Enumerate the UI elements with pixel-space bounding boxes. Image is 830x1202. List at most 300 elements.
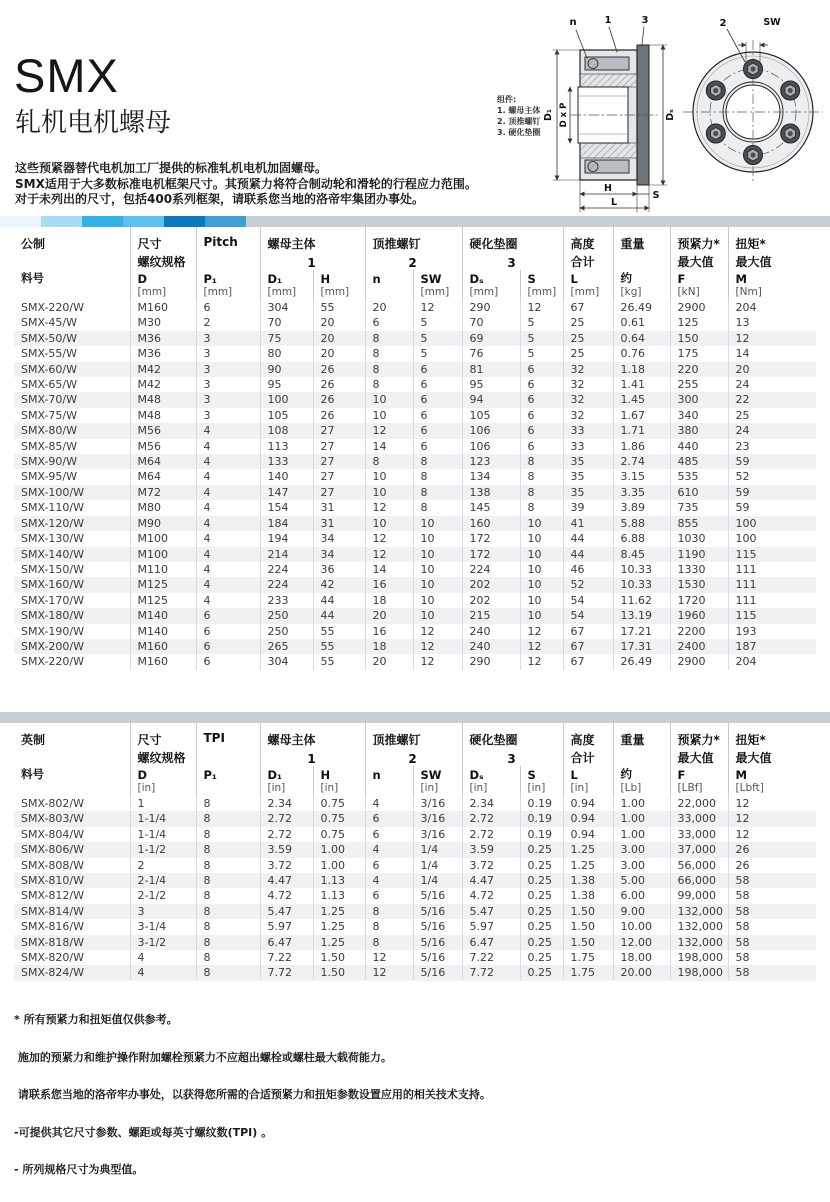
value-cell: M90 bbox=[130, 516, 196, 531]
column-group-label: 顶推螺钉 bbox=[365, 227, 462, 253]
value-cell: 20 bbox=[728, 362, 816, 377]
part-number-cell: SMX-806/W bbox=[21, 843, 85, 857]
value-cell: M30 bbox=[130, 315, 196, 330]
table-row bbox=[14, 516, 816, 531]
value-cell: 8 bbox=[365, 904, 413, 919]
value-cell: 55 bbox=[313, 654, 365, 669]
value-cell: 5/16 bbox=[413, 888, 462, 903]
table-row bbox=[14, 547, 816, 562]
value-cell: 172 bbox=[462, 547, 520, 562]
value-cell: 8 bbox=[196, 950, 260, 965]
value-cell: 5 bbox=[520, 315, 563, 330]
column-symbol-label: F bbox=[670, 270, 728, 286]
footnote-line: 施加的预紧力和维护操作附加螺栓预紧力不应超出螺栓或螺柱最大载荷能力。 bbox=[14, 1050, 392, 1064]
column-unit-label: [in] bbox=[520, 782, 563, 796]
value-cell: M160 bbox=[130, 654, 196, 669]
value-cell: 8 bbox=[365, 919, 413, 934]
value-cell: 1 bbox=[130, 796, 196, 811]
column-symbol-label: H bbox=[313, 270, 365, 286]
value-cell: 13.19 bbox=[613, 608, 670, 623]
value-cell: 8 bbox=[365, 935, 413, 950]
value-cell: 12 bbox=[728, 331, 816, 346]
column-unit-label: [in] bbox=[462, 782, 520, 796]
gradient-segment bbox=[164, 216, 205, 227]
value-cell: 12 bbox=[520, 654, 563, 669]
value-cell: 2.72 bbox=[260, 827, 313, 842]
column-unit-label: [mm] bbox=[196, 286, 260, 300]
column-unit-label: [in] bbox=[130, 782, 196, 796]
value-cell: 3.72 bbox=[260, 858, 313, 873]
value-cell: M110 bbox=[130, 562, 196, 577]
value-cell: 1/4 bbox=[413, 858, 462, 873]
parts-legend bbox=[497, 94, 540, 138]
value-cell: 12 bbox=[728, 796, 816, 811]
column-unit-label bbox=[14, 782, 130, 796]
value-cell: 2.74 bbox=[613, 454, 670, 469]
value-cell: 1.25 bbox=[563, 858, 613, 873]
value-cell: 0.19 bbox=[520, 811, 563, 826]
label-l: L bbox=[610, 197, 618, 208]
value-cell: 7.72 bbox=[260, 965, 313, 980]
table-row bbox=[14, 315, 816, 330]
value-cell: 340 bbox=[670, 408, 728, 423]
page-subtitle: 轧机电机螺母 bbox=[15, 108, 172, 138]
part-number-cell: SMX-55/W bbox=[21, 347, 78, 361]
part-number-cell: SMX-802/W bbox=[21, 797, 85, 810]
table-row bbox=[14, 858, 816, 873]
value-cell: 12 bbox=[413, 624, 462, 639]
part-number-cell: SMX-65/W bbox=[21, 378, 78, 392]
column-unit-label: [LBf] bbox=[670, 782, 728, 796]
value-cell: 160 bbox=[462, 516, 520, 531]
column-group-label: 螺母主体 bbox=[260, 723, 365, 749]
imperial-table bbox=[14, 723, 816, 981]
value-cell: 5 bbox=[413, 315, 462, 330]
value-cell: 11.62 bbox=[613, 593, 670, 608]
value-cell: 1/4 bbox=[413, 842, 462, 857]
column-symbol-label: S bbox=[520, 270, 563, 286]
column-subgroup-label bbox=[14, 253, 130, 270]
value-cell: 1030 bbox=[670, 531, 728, 546]
product-description bbox=[15, 161, 477, 208]
value-cell: 1.75 bbox=[563, 965, 613, 980]
table-row bbox=[14, 346, 816, 361]
column-unit-label bbox=[365, 782, 413, 796]
value-cell: 1190 bbox=[670, 547, 728, 562]
value-cell: 3 bbox=[196, 408, 260, 423]
value-cell: 17.21 bbox=[613, 624, 670, 639]
label-d1: D₁ bbox=[543, 108, 554, 122]
value-cell: 7.72 bbox=[462, 965, 520, 980]
value-cell: 224 bbox=[462, 562, 520, 577]
value-cell: 6.88 bbox=[613, 531, 670, 546]
table-row bbox=[14, 593, 816, 608]
value-cell: 33,000 bbox=[670, 827, 728, 842]
value-cell: 6 bbox=[196, 624, 260, 639]
value-cell: 304 bbox=[260, 654, 313, 669]
value-cell: 1.50 bbox=[313, 965, 365, 980]
value-cell: 2 bbox=[130, 858, 196, 873]
column-group-label: 高度 bbox=[563, 227, 613, 253]
description-line: 这些预紧器替代电机加工厂提供的标准轧机电机加固螺母。 bbox=[15, 161, 328, 175]
table-row bbox=[14, 500, 816, 515]
value-cell: 10.00 bbox=[613, 919, 670, 934]
cross-section-view bbox=[543, 15, 676, 212]
column-unit-label: [mm] bbox=[313, 286, 365, 300]
value-cell: 20 bbox=[313, 315, 365, 330]
column-group-label: 公制 bbox=[21, 237, 46, 251]
value-cell: 26.49 bbox=[613, 654, 670, 669]
value-cell: 8 bbox=[413, 500, 462, 515]
part-number-cell: SMX-50/W bbox=[21, 331, 78, 345]
value-cell: 214 bbox=[260, 547, 313, 562]
value-cell: 10 bbox=[413, 531, 462, 546]
value-cell: 1.13 bbox=[313, 873, 365, 888]
value-cell: 6 bbox=[413, 439, 462, 454]
value-cell: 1.00 bbox=[313, 858, 365, 873]
value-cell: 0.25 bbox=[520, 935, 563, 950]
value-cell: 27 bbox=[313, 454, 365, 469]
column-unit-label: [Lb] bbox=[613, 782, 670, 796]
value-cell: M160 bbox=[130, 639, 196, 654]
value-cell: 108 bbox=[260, 423, 313, 438]
value-cell: 59 bbox=[728, 485, 816, 500]
value-cell: 16 bbox=[365, 577, 413, 592]
column-symbol-label: D bbox=[130, 766, 196, 782]
value-cell: 194 bbox=[260, 531, 313, 546]
column-symbol-label: P₁ bbox=[196, 270, 260, 286]
column-group-label: 顶推螺钉 bbox=[365, 723, 462, 749]
table-row bbox=[14, 408, 816, 423]
value-cell: M125 bbox=[130, 593, 196, 608]
value-cell: 1.50 bbox=[563, 935, 613, 950]
value-cell: 4 bbox=[130, 965, 196, 980]
value-cell: 100 bbox=[728, 531, 816, 546]
value-cell: 26 bbox=[313, 377, 365, 392]
value-cell: 6 bbox=[365, 858, 413, 873]
value-cell: 1.25 bbox=[563, 842, 613, 857]
value-cell: 10.33 bbox=[613, 577, 670, 592]
value-cell: 41 bbox=[563, 516, 613, 531]
column-group-label: 重量 bbox=[613, 227, 670, 253]
column-subgroup-label: 3 bbox=[462, 253, 563, 270]
value-cell: 20 bbox=[365, 654, 413, 669]
table-row bbox=[14, 577, 816, 592]
column-group-label: 高度 bbox=[563, 723, 613, 749]
part-number-cell: SMX-160/W bbox=[21, 578, 85, 592]
value-cell: 204 bbox=[728, 300, 816, 315]
column-symbol-label: 料号 bbox=[21, 767, 44, 781]
value-cell: 44 bbox=[563, 547, 613, 562]
value-cell: 1.50 bbox=[563, 919, 613, 934]
value-cell: 33 bbox=[563, 423, 613, 438]
column-unit-label: [mm] bbox=[413, 286, 462, 300]
value-cell: 4 bbox=[196, 454, 260, 469]
value-cell: 485 bbox=[670, 454, 728, 469]
value-cell: 55 bbox=[313, 624, 365, 639]
value-cell: 4 bbox=[365, 873, 413, 888]
value-cell: 1960 bbox=[670, 608, 728, 623]
value-cell: 2.72 bbox=[462, 827, 520, 842]
value-cell: 1.50 bbox=[313, 950, 365, 965]
value-cell: 58 bbox=[728, 965, 816, 980]
value-cell: 215 bbox=[462, 608, 520, 623]
value-cell: 250 bbox=[260, 624, 313, 639]
legend-item: 3. 硬化垫圈 bbox=[497, 128, 541, 137]
value-cell: 55 bbox=[313, 639, 365, 654]
value-cell: 31 bbox=[313, 500, 365, 515]
value-cell: 4 bbox=[196, 500, 260, 515]
label-part3: 3 bbox=[641, 15, 649, 26]
value-cell: 3-1/4 bbox=[130, 919, 196, 934]
part-number-cell: SMX-80/W bbox=[21, 424, 78, 438]
value-cell: 44 bbox=[563, 531, 613, 546]
footnote-line: -可提供其它尺寸参数、螺距或每英寸螺纹数(TPI) 。 bbox=[14, 1125, 273, 1139]
column-unit-label: [in] bbox=[313, 782, 365, 796]
gradient-segment bbox=[123, 216, 164, 227]
value-cell: 12 bbox=[365, 965, 413, 980]
value-cell: 10.33 bbox=[613, 562, 670, 577]
column-unit-label bbox=[14, 286, 130, 300]
column-subgroup-label: 螺纹规格 bbox=[130, 253, 196, 270]
value-cell: 735 bbox=[670, 500, 728, 515]
column-subgroup-label: 最大值 bbox=[728, 749, 816, 766]
value-cell: 3.59 bbox=[462, 842, 520, 857]
value-cell: 8 bbox=[520, 454, 563, 469]
value-cell: 1-1/4 bbox=[130, 811, 196, 826]
part-number-cell: SMX-810/W bbox=[21, 874, 85, 888]
value-cell: 9.00 bbox=[613, 904, 670, 919]
value-cell: 80 bbox=[260, 346, 313, 361]
value-cell: 8 bbox=[365, 454, 413, 469]
part-number-cell: SMX-803/W bbox=[21, 812, 85, 826]
column-subgroup-label: 3 bbox=[462, 749, 563, 766]
value-cell: 193 bbox=[728, 624, 816, 639]
column-group-label: 预紧力* bbox=[670, 227, 728, 253]
value-cell: 27 bbox=[313, 485, 365, 500]
value-cell: 76 bbox=[462, 346, 520, 361]
table-row bbox=[14, 531, 816, 546]
value-cell: 37,000 bbox=[670, 842, 728, 857]
value-cell: 0.76 bbox=[613, 346, 670, 361]
column-unit-label: [in] bbox=[563, 782, 613, 796]
column-symbol-label: L bbox=[563, 270, 613, 286]
value-cell: 100 bbox=[260, 392, 313, 407]
value-cell: 4 bbox=[196, 531, 260, 546]
value-cell: 10 bbox=[413, 577, 462, 592]
value-cell: M64 bbox=[130, 454, 196, 469]
part-number-cell: SMX-70/W bbox=[21, 393, 78, 407]
value-cell: 5/16 bbox=[413, 904, 462, 919]
part-number-cell: SMX-75/W bbox=[21, 408, 78, 422]
value-cell: 8 bbox=[196, 919, 260, 934]
gradient-segment bbox=[205, 216, 246, 227]
part-number-cell: SMX-804/W bbox=[21, 827, 85, 841]
value-cell: 5/16 bbox=[413, 950, 462, 965]
part-number-cell: SMX-85/W bbox=[21, 439, 78, 453]
value-cell: 52 bbox=[728, 469, 816, 484]
value-cell: M48 bbox=[130, 408, 196, 423]
column-group-label: 硬化垫圈 bbox=[462, 227, 563, 253]
gradient-segment bbox=[41, 216, 82, 227]
value-cell: 3/16 bbox=[413, 827, 462, 842]
value-cell: 23 bbox=[728, 439, 816, 454]
table-row bbox=[14, 904, 816, 919]
table-row bbox=[14, 639, 816, 654]
value-cell: 67 bbox=[563, 654, 613, 669]
part-number-cell: SMX-814/W bbox=[21, 904, 85, 918]
value-cell: 32 bbox=[563, 377, 613, 392]
section-divider-bar bbox=[0, 712, 830, 723]
value-cell: 4.72 bbox=[462, 888, 520, 903]
value-cell: 290 bbox=[462, 300, 520, 315]
column-symbol-label: D₁ bbox=[260, 270, 313, 286]
column-subgroup-label: 合计 bbox=[563, 749, 613, 766]
value-cell: 440 bbox=[670, 439, 728, 454]
column-unit-label: [mm] bbox=[520, 286, 563, 300]
value-cell: M42 bbox=[130, 362, 196, 377]
value-cell: M72 bbox=[130, 485, 196, 500]
value-cell: 4 bbox=[196, 593, 260, 608]
description-line: 对于未列出的尺寸，包括400系列框架，请联系您当地的洛帝牢集团办事处。 bbox=[15, 192, 425, 206]
column-symbol-label: P₁ bbox=[196, 766, 260, 782]
technical-drawing bbox=[485, 12, 830, 217]
value-cell: 35 bbox=[563, 485, 613, 500]
value-cell: 10 bbox=[413, 562, 462, 577]
value-cell: 4 bbox=[130, 950, 196, 965]
legend-item: 1. 螺母主体 bbox=[497, 106, 541, 115]
value-cell: 8 bbox=[520, 500, 563, 515]
part-number-cell: SMX-110/W bbox=[21, 501, 85, 515]
part-number-cell: SMX-60/W bbox=[21, 362, 78, 376]
value-cell: 52 bbox=[563, 577, 613, 592]
table-row bbox=[14, 888, 816, 903]
part-number-cell: SMX-816/W bbox=[21, 920, 85, 934]
part-number-cell: SMX-220/W bbox=[21, 301, 85, 314]
value-cell: M56 bbox=[130, 423, 196, 438]
value-cell: 99,000 bbox=[670, 888, 728, 903]
value-cell: M36 bbox=[130, 346, 196, 361]
value-cell: 4.47 bbox=[462, 873, 520, 888]
value-cell: 304 bbox=[260, 300, 313, 315]
value-cell: 265 bbox=[260, 639, 313, 654]
value-cell: 8 bbox=[365, 377, 413, 392]
value-cell: 8 bbox=[413, 454, 462, 469]
value-cell: 81 bbox=[462, 362, 520, 377]
value-cell: 6.47 bbox=[462, 935, 520, 950]
value-cell: 8.45 bbox=[613, 547, 670, 562]
table-row bbox=[14, 873, 816, 888]
value-cell: 5 bbox=[413, 331, 462, 346]
value-cell: 10 bbox=[365, 392, 413, 407]
value-cell: 184 bbox=[260, 516, 313, 531]
value-cell: 132,000 bbox=[670, 904, 728, 919]
table-row bbox=[14, 423, 816, 438]
table-row bbox=[14, 362, 816, 377]
value-cell: 12 bbox=[365, 547, 413, 562]
column-symbol-label: 约 bbox=[613, 766, 670, 782]
value-cell: 224 bbox=[260, 577, 313, 592]
table-row bbox=[14, 392, 816, 407]
value-cell: 6 bbox=[520, 423, 563, 438]
value-cell: 2.72 bbox=[462, 811, 520, 826]
part-number-cell: SMX-824/W bbox=[21, 966, 85, 980]
table-row bbox=[14, 331, 816, 346]
value-cell: 7.22 bbox=[462, 950, 520, 965]
column-group-label: 螺母主体 bbox=[260, 227, 365, 253]
value-cell: 1.25 bbox=[313, 935, 365, 950]
value-cell: 8 bbox=[196, 873, 260, 888]
part-number-cell: SMX-100/W bbox=[21, 485, 85, 499]
value-cell: 5.47 bbox=[462, 904, 520, 919]
value-cell: 3.15 bbox=[613, 469, 670, 484]
value-cell: 8 bbox=[196, 827, 260, 842]
value-cell: 6 bbox=[413, 392, 462, 407]
value-cell: 106 bbox=[462, 439, 520, 454]
column-unit-label: [kN] bbox=[670, 286, 728, 300]
part-number-cell: SMX-140/W bbox=[21, 547, 85, 561]
value-cell: 22 bbox=[728, 392, 816, 407]
value-cell: 34 bbox=[313, 547, 365, 562]
table-row bbox=[14, 485, 816, 500]
value-cell: 0.19 bbox=[520, 796, 563, 811]
value-cell: 202 bbox=[462, 577, 520, 592]
table-row bbox=[14, 950, 816, 965]
value-cell: 172 bbox=[462, 531, 520, 546]
value-cell: 8 bbox=[196, 904, 260, 919]
value-cell: 106 bbox=[462, 423, 520, 438]
value-cell: 1-1/4 bbox=[130, 827, 196, 842]
value-cell: 115 bbox=[728, 547, 816, 562]
value-cell: 10 bbox=[520, 547, 563, 562]
value-cell: 10 bbox=[365, 485, 413, 500]
value-cell: 54 bbox=[563, 608, 613, 623]
value-cell: 0.94 bbox=[563, 796, 613, 811]
column-group-label: 尺寸 bbox=[130, 723, 196, 749]
gradient-segment bbox=[82, 216, 123, 227]
value-cell: 8 bbox=[196, 842, 260, 857]
value-cell: 8 bbox=[196, 888, 260, 903]
column-subgroup-label bbox=[196, 749, 260, 766]
value-cell: 535 bbox=[670, 469, 728, 484]
value-cell: 58 bbox=[728, 888, 816, 903]
value-cell: 12 bbox=[365, 500, 413, 515]
column-group-label: Pitch bbox=[196, 227, 260, 253]
value-cell: 111 bbox=[728, 577, 816, 592]
front-view bbox=[683, 17, 823, 184]
value-cell: 6 bbox=[365, 811, 413, 826]
part-number-cell: SMX-45/W bbox=[21, 316, 78, 330]
value-cell: 12 bbox=[520, 624, 563, 639]
value-cell: 3.72 bbox=[462, 858, 520, 873]
value-cell: 67 bbox=[563, 624, 613, 639]
value-cell: 3 bbox=[196, 377, 260, 392]
value-cell: 58 bbox=[728, 904, 816, 919]
value-cell: 105 bbox=[260, 408, 313, 423]
part-number-cell: SMX-120/W bbox=[21, 516, 85, 530]
value-cell: 12 bbox=[365, 950, 413, 965]
value-cell: 2.34 bbox=[260, 796, 313, 811]
value-cell: 4 bbox=[196, 516, 260, 531]
value-cell: 4.72 bbox=[260, 888, 313, 903]
value-cell: 26 bbox=[728, 858, 816, 873]
value-cell: 0.75 bbox=[313, 811, 365, 826]
column-symbol-label: 约 bbox=[613, 270, 670, 286]
value-cell: 6 bbox=[365, 315, 413, 330]
value-cell: 123 bbox=[462, 454, 520, 469]
value-cell: 13 bbox=[728, 315, 816, 330]
column-subgroup-label bbox=[14, 749, 130, 766]
